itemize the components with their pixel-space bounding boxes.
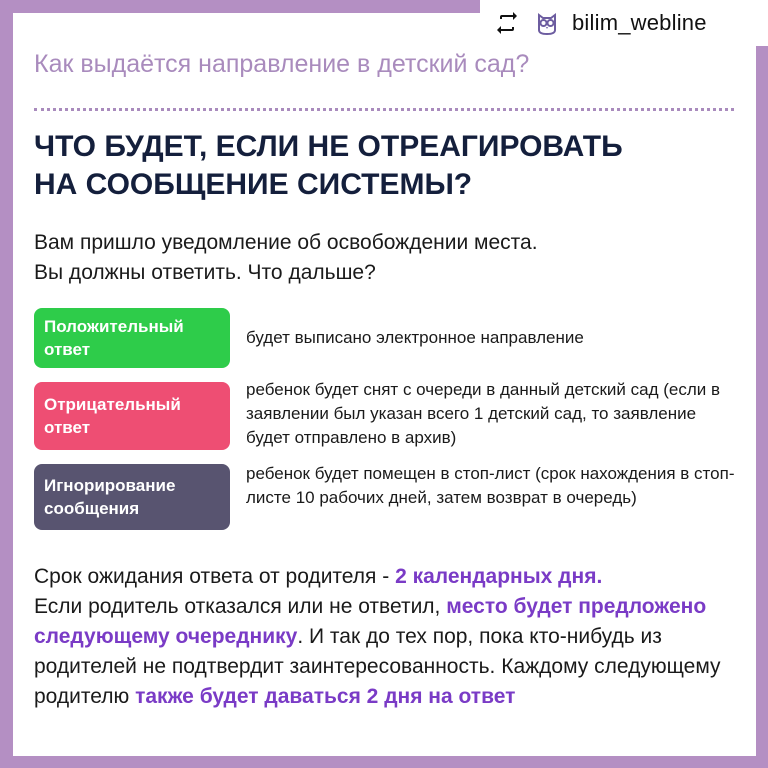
badge-positive-answer	[34, 308, 230, 368]
outcome-row-negative	[34, 382, 734, 462]
badge-label: Отрицательный	[44, 395, 181, 414]
badge-label: Игнорирование	[44, 476, 176, 495]
owl-icon	[534, 10, 560, 36]
outcome-description: ребенок будет помещен в стоп-лист (срок нахождения в стоп-листе 10 рабочих дней, затем возврат в очередь)	[246, 464, 735, 507]
repost-icon	[494, 10, 520, 36]
headline-line-1: ЧТО БУДЕТ, ЕСЛИ НЕ ОТРЕАГИРОВАТЬ	[34, 130, 623, 163]
repost-username[interactable]: bilim_webline	[572, 10, 707, 35]
badge-label: ответ	[44, 340, 91, 359]
highlight-text: также будет даваться 2 дня на ответ	[135, 685, 516, 708]
headline	[34, 128, 734, 204]
bottom-paragraph	[34, 562, 734, 712]
headline-line-2: НА СООБЩЕНИЕ СИСТЕМЫ?	[34, 168, 473, 201]
intro-text	[34, 228, 734, 288]
outcome-row-ignore	[34, 464, 734, 534]
page-title: Как выдаётся направление в детский сад?	[34, 50, 530, 78]
badge-negative-answer	[34, 382, 230, 450]
outcome-row-positive	[34, 308, 734, 368]
highlight-text: место будет предложено следующему очереднику	[34, 595, 707, 648]
intro-line-1: Вам пришло уведомление об освобождении места.	[34, 231, 538, 254]
repost-header[interactable]	[480, 0, 768, 46]
highlight-text: 2 календарных дня.	[395, 565, 603, 588]
badge-label: ответ	[44, 418, 91, 437]
badge-label: Положительный	[44, 317, 184, 336]
dotted-divider	[34, 108, 734, 111]
bottom-text: . И так до тех пор, пока кто-нибудь из родителей не подтвердит заинтересованность. Каждому следующему родителю	[34, 625, 721, 708]
outcome-description: ребенок будет снят с очереди в данный детский сад (если в заявлении был указан всего 1 детский сад, то заявление будет отправлено в архив)	[246, 380, 721, 447]
badge-label: сообщения	[44, 499, 140, 518]
outcome-description: будет выписано электронное направление	[246, 328, 584, 347]
bottom-text: Срок ожидания ответа от родителя -	[34, 565, 396, 588]
intro-line-2: Вы должны ответить. Что дальше?	[34, 261, 376, 284]
bottom-text: Если родитель отказался или не ответил,	[34, 595, 447, 618]
badge-ignore-message	[34, 464, 230, 530]
